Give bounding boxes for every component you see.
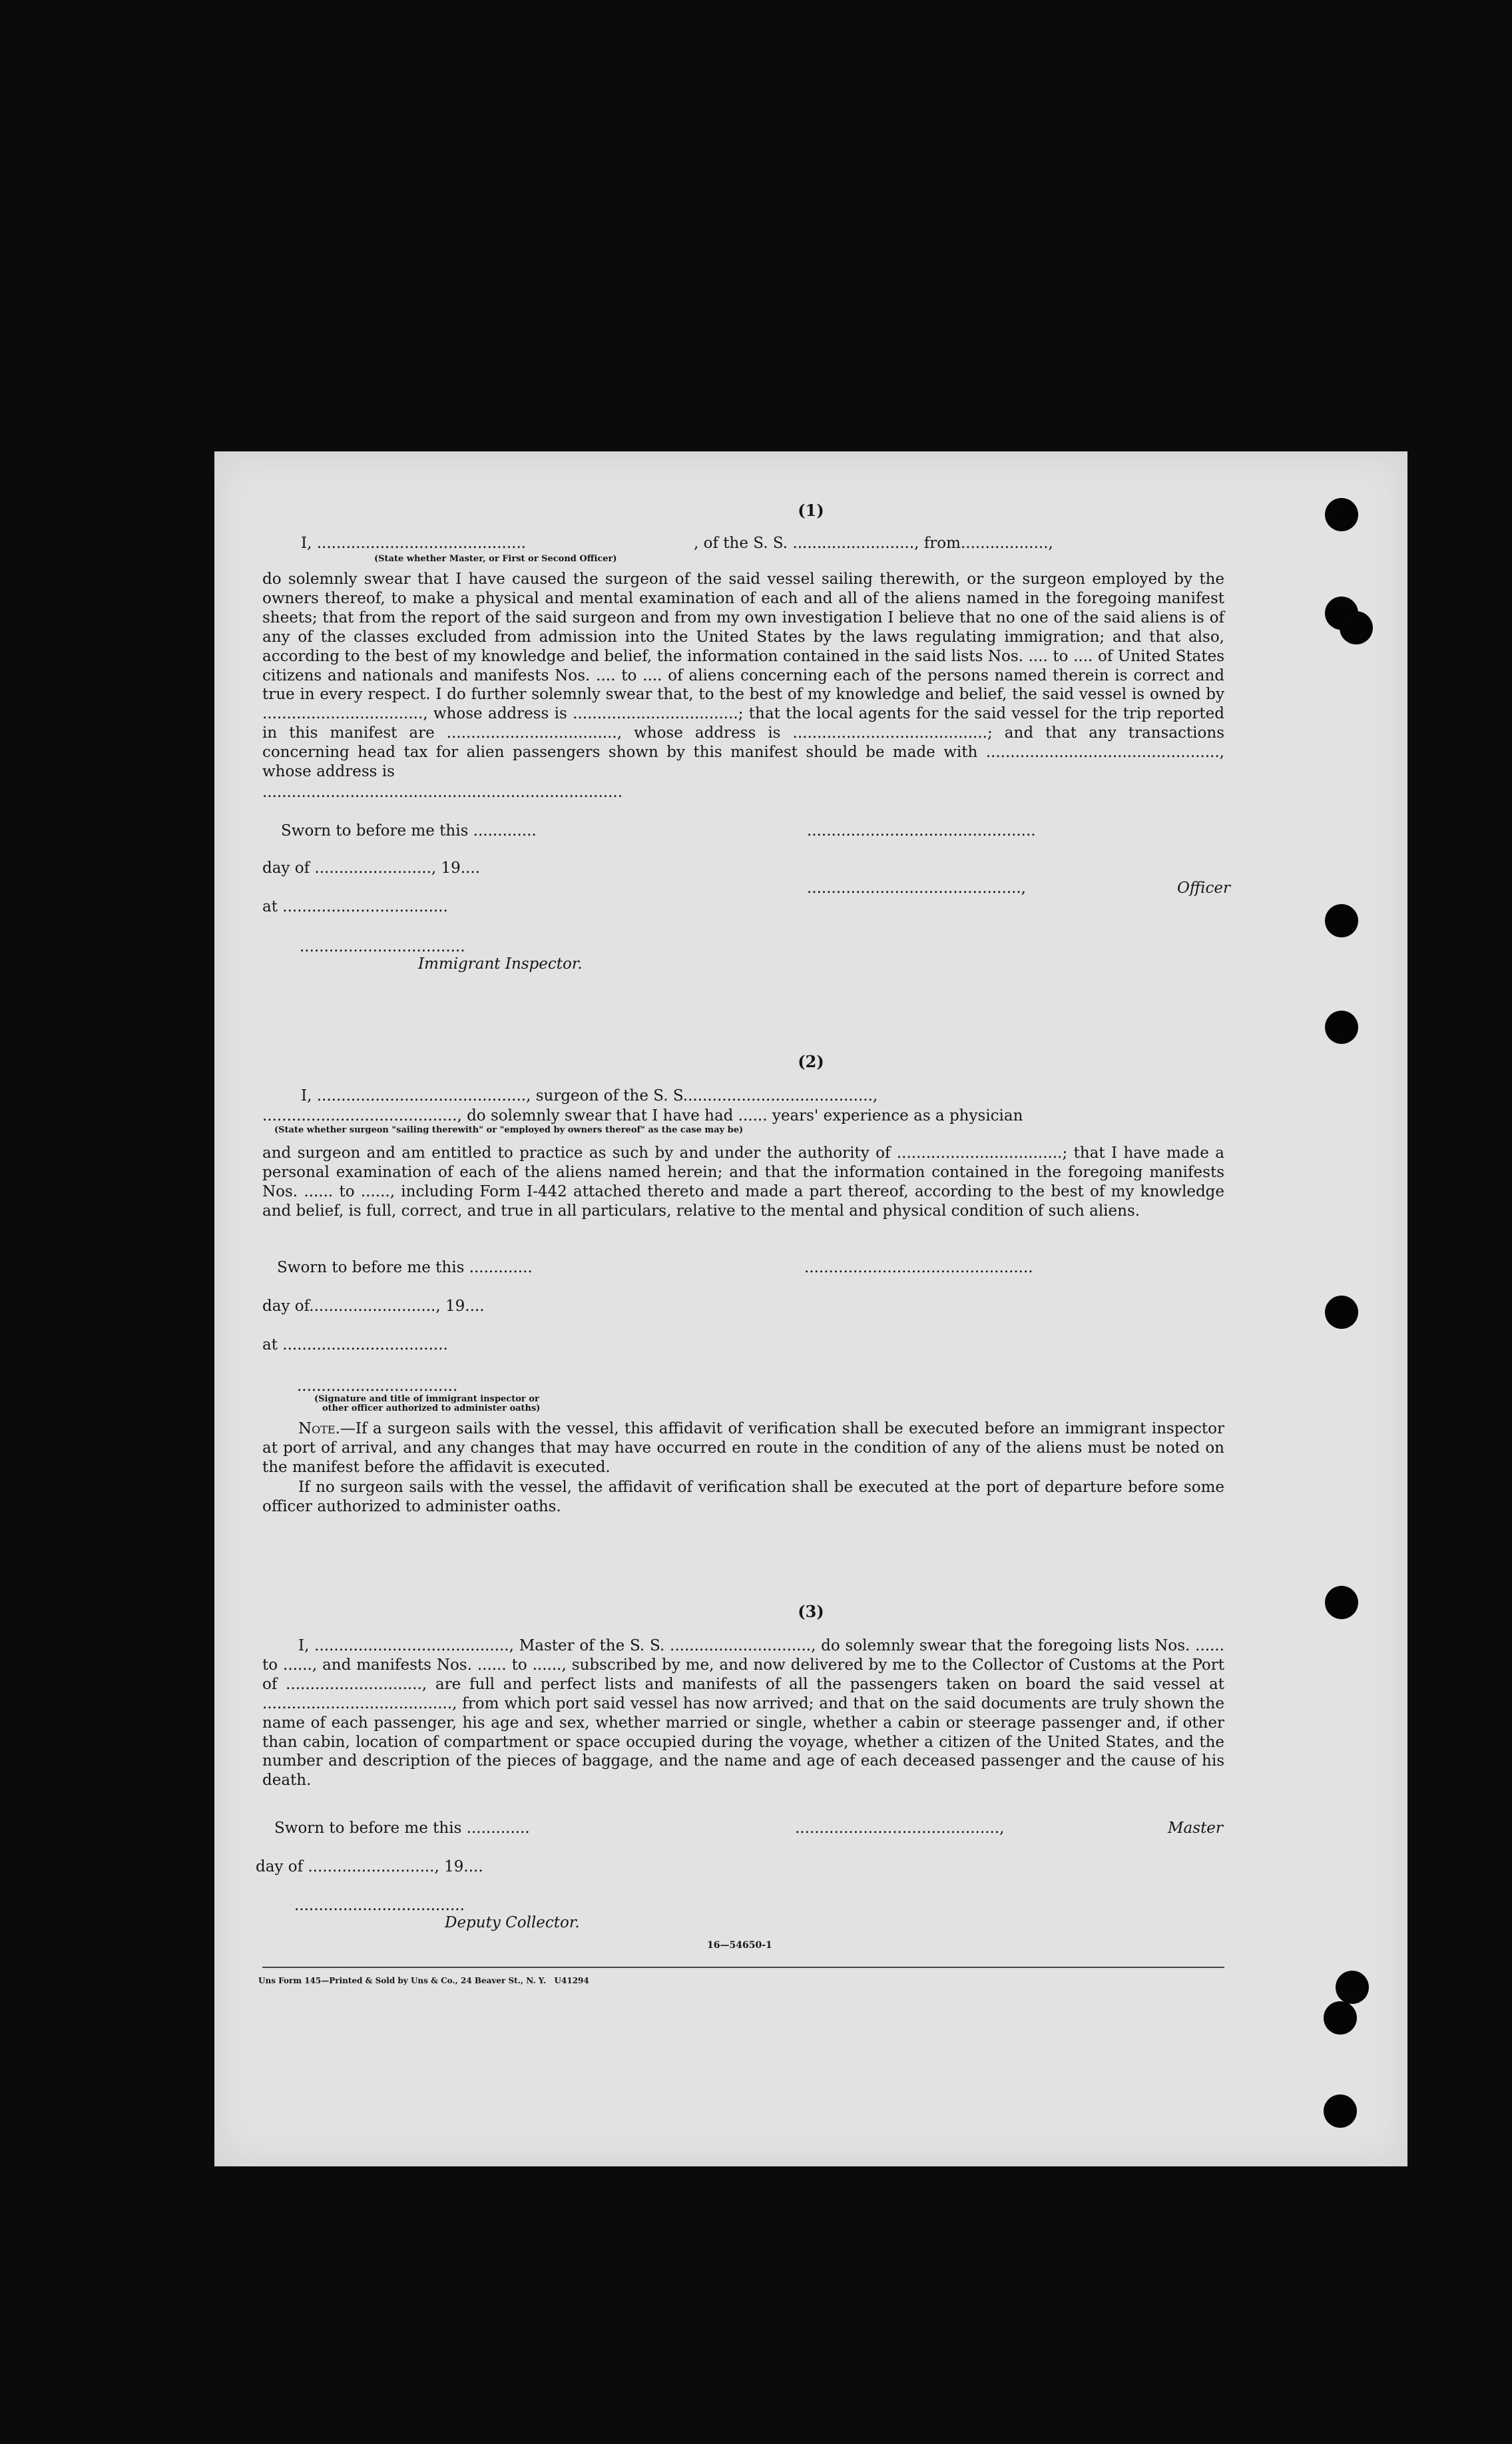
- s2-sig-note-2: other officer authorized to administer oaths): [322, 1403, 541, 1413]
- punch-hole: [1324, 2001, 1357, 2035]
- footer-rule: [262, 1967, 1224, 1968]
- s1-at: at ..................................: [262, 898, 448, 915]
- s2-line1: I, ..........................................., surgeon of the S. S.......................................,: [301, 1087, 878, 1104]
- s3-master-dots: ..........................................,: [795, 1820, 1005, 1837]
- s3-paragraph: I, ........................................, Master of the S. S. ............................., do solemnly swear that the foregoing lists Nos. ...... to ......, and manifests Nos. ...... to ......, subscribed by me, and now delivered by me to the Collector of Customs at the Port of ............................, are full and perfect lists and manifests of all the passengers taken on board the said vessel at ......................................., from which port said vessel has now arrived; and that on the said documents are truly shown the name of each passenger, his age and sex, whether married or single, whether a cabin or steerage passenger and, if other than cabin, location of compartment or space occupied during the voyage, whether a citizen of the United States, and the number and description of the pieces of baggage, and the name and age of each deceased passenger and the cause of his death.: [262, 1637, 1224, 1790]
- s2-note-text: —If a surgeon sails with the vessel, this affidavit of verification shall be executed before an immigrant inspector at port of arrival, and any changes that may have occurred en route in the condition of any of the aliens must be noted on the manifest before the affidavit is executed.: [262, 1420, 1224, 1476]
- s2-note-label: Note.: [298, 1420, 340, 1437]
- s1-officer-note: (State whether Master, or First or Second Officer): [374, 554, 617, 564]
- s3-sig-title: Deputy Collector.: [445, 1914, 580, 1931]
- s2-paragraph: and surgeon and am entitled to practice as such by and under the authority of ..................................; that I have made a personal examination of each of the aliens named herein; and that the information contained in the foregoing manifests Nos. ...... to ......, including Form I-442 attached thereto and made a part thereof, according to the best of my knowledge and belief, is full, correct, and true in all particulars, relative to the mental and physical condition of such aliens.: [262, 1144, 1224, 1220]
- punch-hole: [1336, 1971, 1369, 2004]
- punch-hole: [1325, 498, 1358, 531]
- s1-paragraph: do solemnly swear that I have caused the surgeon of the said vessel sailing therewith, or the surgeon employed by the owners thereof, to make a physical and mental examination of each and all of the aliens named in the foregoing manifest sheets; that from the report of the said surgeon and from my own investigation I believe that no one of the said aliens is of any of the classes excluded from admission into the United States by the laws regulating immigration; and that also, according to the best of my knowledge and belief, the information contained in the said lists Nos. .... to .... of United States citizens and nationals and manifests Nos. .... to .... of aliens concerning each of the persons named therein is correct and true in every respect. I do further solemnly swear that, to the best of my knowledge and belief, the said vessel is owned by ................................., whose address is ..................................; that the local agents for the said vessel for the trip reported in this manifest are ..................................., whose address is ........................................; and that any transactions concerning head tax for alien passengers shown by this manifest should be made with ................................................, whose address is: [262, 571, 1224, 781]
- punch-hole: [1325, 904, 1358, 937]
- s1-sig-title: Immigrant Inspector.: [418, 955, 583, 973]
- s3-day: day of .........................., 19....: [256, 1858, 483, 1875]
- s1-day: day of ........................, 19....: [262, 859, 481, 877]
- s1-sworn: Sworn to before me this .............: [281, 822, 537, 840]
- s2-sig-note-1: (Signature and title of immigrant inspector or: [314, 1394, 539, 1404]
- punch-hole: [1325, 1011, 1358, 1044]
- s3-master-title: Master: [1168, 1820, 1223, 1837]
- s2-sworn: Sworn to before me this .............: [277, 1259, 533, 1276]
- printer-line: Uns Form 145—Printed & Sold by Uns & Co., 24 Beaver St., N. Y. U41294: [258, 1976, 589, 1985]
- form-number: 16—54650-1: [707, 1940, 772, 1951]
- s1-officer-line: ...............................................: [807, 822, 1036, 840]
- punch-hole: [1325, 1296, 1358, 1329]
- s2-day: day of.........................., 19....: [262, 1298, 485, 1315]
- s3-sworn: Sworn to before me this .............: [274, 1820, 530, 1837]
- punch-hole: [1340, 611, 1373, 644]
- manifest-page: [214, 451, 1407, 2166]
- punch-hole: [1325, 1586, 1358, 1619]
- s3-sig-line: ...................................: [294, 1897, 465, 1914]
- s2-sig-line: .................................: [297, 1377, 458, 1395]
- s1-officer-dots: ............................................,: [807, 879, 1026, 897]
- s2-surgeon-note: (State whether surgeon "sailing therewith" or "employed by owners thereof" as the case may be): [274, 1125, 744, 1135]
- s1-sig-line: ..................................: [300, 938, 465, 955]
- s2-right-line: ...............................................: [804, 1259, 1033, 1276]
- s2-note: [262, 1419, 1224, 1477]
- section-1-number: (1): [798, 501, 824, 520]
- section-3-number: (3): [798, 1602, 824, 1621]
- s2-at: at ..................................: [262, 1336, 448, 1353]
- s2-note-2: If no surgeon sails with the vessel, the affidavit of verification shall be executed at the port of departure before some officer authorized to administer oaths.: [262, 1479, 1224, 1515]
- punch-hole: [1324, 2094, 1357, 2128]
- s1-paragraph-end: ..........................................................................: [262, 784, 623, 801]
- s1-line1-prefix: I, ...........................................: [301, 535, 527, 552]
- s1-officer-title: Officer: [1177, 879, 1230, 897]
- s2-line2: ........................................, do solemnly swear that I have had ...... years' experience as a physician: [262, 1107, 1023, 1124]
- section-2-number: (2): [798, 1052, 824, 1071]
- s1-line1-mid: , of the S. S. ........................., from..................,: [694, 535, 1053, 552]
